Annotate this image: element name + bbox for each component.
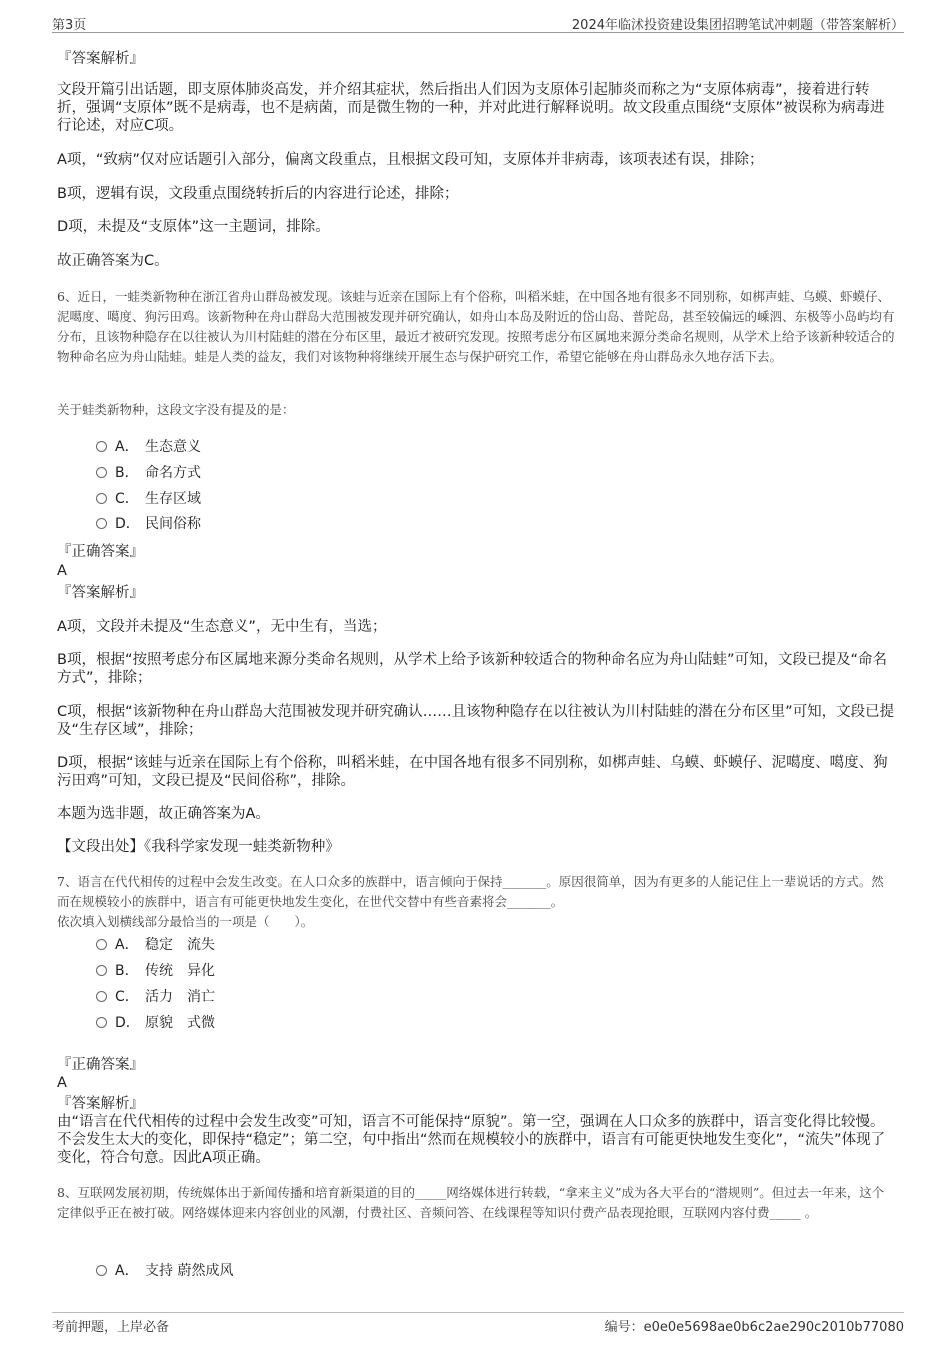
q6-stem: 6、近日，一蛙类新物种在浙江省舟山群岛被发现。该蛙与近亲在国际上有个俗称，叫稻米蛙，在中国各地有很多不同别称，如梆声蛙、乌蟆、虾蟆仔、泥噶度、噶度、狗污田鸡。该新物种在舟山群岛大范围被发现并研究确认，如舟山本岛及附近的岱山岛、普陀岛，甚至较偏远的嵊泗、东极等小岛屿均有分布，且该物种隐存在以往被认为川村陆蛙的潜在分布区里，最近才被研究发现。按照考虑分布区属地来源分类命名规则，从学术上给予该新种较适合的物种命名应为舟山陆蛙。蛙是人类的益友，我们对该物种将继续开展生态与保护研究工作，希望它能够在舟山群岛永久地存活下去。 bbox=[57, 289, 895, 364]
analysis-tag: 『答案解析』 bbox=[57, 51, 144, 67]
q6-source: 【文段出处】《我科学家发现一蛙类新物种》 bbox=[57, 839, 340, 855]
radio-icon[interactable] bbox=[96, 1017, 107, 1028]
q7-option-a[interactable]: A． 稳定 流失 bbox=[96, 935, 215, 955]
radio-icon[interactable] bbox=[96, 965, 107, 976]
document-title: 2024年临沭投资建设集团招聘笔试冲刺题（带答案解析） bbox=[571, 18, 904, 33]
answer-tag: 『正确答案』 bbox=[57, 1057, 144, 1073]
q6-option-b[interactable]: B． 命名方式 bbox=[96, 463, 201, 483]
page-header bbox=[52, 10, 904, 33]
q5-option-a-analysis: A项，“致病”仅对应话题引入部分，偏离文段重点，且根据文段可知，支原体并非病毒，该项表述有误，排除； bbox=[57, 152, 764, 168]
radio-icon[interactable] bbox=[96, 467, 107, 478]
q7-option-c[interactable]: C． 活力 消亡 bbox=[96, 987, 215, 1007]
radio-icon[interactable] bbox=[96, 441, 107, 452]
q6-question: 关于蛙类新物种，这段文字没有提及的是： bbox=[57, 402, 295, 417]
q6-option-c[interactable]: C． 生存区域 bbox=[96, 489, 201, 509]
q7-option-d[interactable]: D． 原貌 式微 bbox=[96, 1013, 215, 1033]
q5-analysis: 文段开篇引出话题，即支原体肺炎高发，并介绍其症状，然后指出人们因为支原体引起肺炎而称之为“支原体病毒”，接着进行转折，强调“支原体”既不是病毒，也不是病菌，而是微生物的一种，并对此进行解释说明。故文段重点围绕“支原体”被误称为病毒进行论述，对应C项。 bbox=[57, 82, 885, 134]
q6-option-a-analysis: A项，文段并未提及“生态意义”，无中生有，当选； bbox=[57, 619, 387, 635]
radio-icon[interactable] bbox=[96, 939, 107, 950]
q6-option-d[interactable]: D． 民间俗称 bbox=[96, 514, 201, 534]
q6-option-a[interactable]: A． 生态意义 bbox=[96, 437, 201, 457]
page-footer bbox=[52, 1312, 904, 1335]
footer-slogan: 考前押题，上岸必备 bbox=[52, 1320, 170, 1335]
q6-answer: A bbox=[57, 563, 67, 579]
radio-icon[interactable] bbox=[96, 493, 107, 504]
q5-conclusion: 故正确答案为C。 bbox=[57, 253, 169, 269]
analysis-tag: 『答案解析』 bbox=[57, 585, 144, 601]
q7-stem: 7、语言在代代相传的过程中会发生改变。在人口众多的族群中，语言倾向于保持_______。原因很简单，因为有更多的人能记住上一辈说话的方式。然而在规模较小的族群中，语言有可能更快地发生变化，在世代交替中有些音素将会_______。 bbox=[57, 874, 884, 909]
q7-prompt: 依次填入划横线部分最恰当的一项是（ ）。 bbox=[57, 914, 314, 929]
q5-option-b-analysis: B项，逻辑有误，文段重点围绕转折后的内容进行论述，排除； bbox=[57, 186, 459, 202]
analysis-tag: 『答案解析』 bbox=[57, 1096, 144, 1112]
q5-option-d-analysis: D项，未提及“支原体”这一主题词，排除。 bbox=[57, 219, 330, 235]
page-number: 第3页 bbox=[52, 18, 87, 33]
document-id: 编号：e0e0e5698ae0b6c2ae290c2010b77080 bbox=[604, 1320, 904, 1335]
radio-icon[interactable] bbox=[96, 518, 107, 529]
q6-option-d-analysis: D项，根据“该蛙与近亲在国际上有个俗称，叫稻米蛙，在中国各地有很多不同别称，如梆声蛙、乌蟆、虾蟆仔、泥噶度、噶度、狗污田鸡”可知，文段已提及“民间俗称”，排除。 bbox=[57, 755, 888, 789]
answer-tag: 『正确答案』 bbox=[57, 544, 144, 560]
radio-icon[interactable] bbox=[96, 1265, 107, 1276]
q8-stem: 8、互联网发展初期，传统媒体出于新闻传播和培育新渠道的目的_____网络媒体进行转载，“拿来主义”成为各大平台的“潜规则”。但过去一年来，这个定律似乎正在被打破。网络媒体迎来内容创业的风潮，付费社区、音频问答、在线课程等知识付费产品表现抢眼，互联网内容付费_____ 。 bbox=[57, 1185, 885, 1220]
q8-option-a[interactable]: A． 支持 蔚然成风 bbox=[96, 1261, 233, 1281]
q6-option-c-analysis: C项，根据“该新物种在舟山群岛大范围被发现并研究确认……且该物种隐存在以往被认为川村陆蛙的潜在分布区里”可知，文段已提及“生存区域”，排除； bbox=[57, 704, 895, 738]
q7-option-b[interactable]: B． 传统 异化 bbox=[96, 961, 215, 981]
q7-answer: A bbox=[57, 1075, 67, 1091]
q6-conclusion: 本题为选非题，故正确答案为A。 bbox=[57, 806, 270, 822]
q7-analysis: 由“语言在代代相传的过程中会发生改变”可知，语言不可能保持“原貌”。第一空，强调在人口众多的族群中，语言变化得比较慢。不会发生太大的变化，即保持“稳定”；第二空，句中指出“然而在规模较小的族群中，语言有可能更快地发生变化”，“流失”体现了变化，符合句意。因此A项正确。 bbox=[57, 1114, 886, 1166]
radio-icon[interactable] bbox=[96, 991, 107, 1002]
q6-option-b-analysis: B项，根据“按照考虑分布区属地来源分类命名规则，从学术上给予该新种较适合的物种命名应为舟山陆蛙”可知，文段已提及“命名方式”，排除； bbox=[57, 652, 887, 686]
